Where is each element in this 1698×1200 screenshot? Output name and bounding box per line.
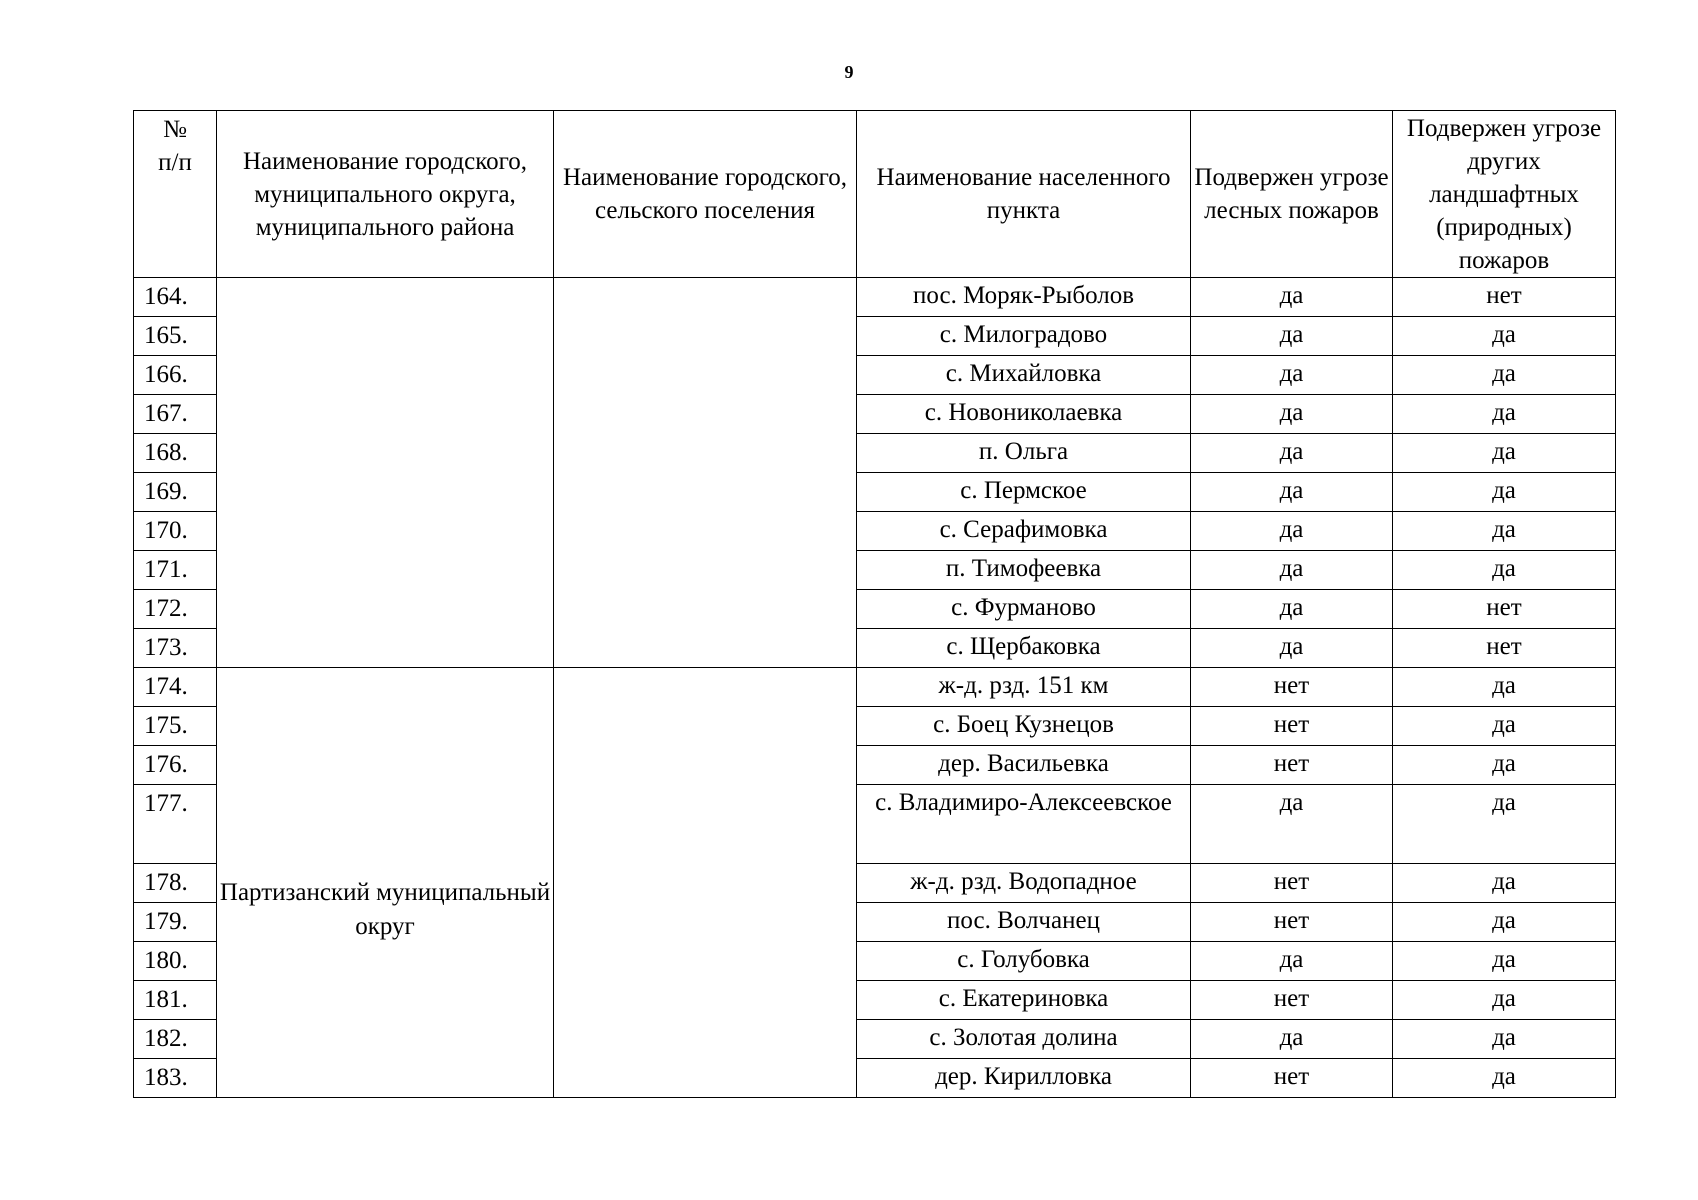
locality-name: пос. Моряк-Рыболов bbox=[857, 278, 1191, 317]
landscape-fire-risk: да bbox=[1393, 1059, 1616, 1098]
landscape-fire-risk: да bbox=[1393, 707, 1616, 746]
locality-name: с. Михайловка bbox=[857, 356, 1191, 395]
row-number: 172. bbox=[134, 590, 217, 629]
row-number: 168. bbox=[134, 434, 217, 473]
forest-fire-risk: да bbox=[1191, 434, 1393, 473]
row-number: 170. bbox=[134, 512, 217, 551]
landscape-fire-risk: да bbox=[1393, 434, 1616, 473]
district-name: Партизанский муниципальный округ bbox=[219, 879, 551, 940]
locality-name: дер. Васильевка bbox=[857, 746, 1191, 785]
forest-fire-risk: нет bbox=[1191, 746, 1393, 785]
settlements-table bbox=[133, 110, 1616, 1098]
locality-name: с. Голубовка bbox=[857, 942, 1191, 981]
forest-fire-risk: да bbox=[1191, 551, 1393, 590]
landscape-fire-risk: нет bbox=[1393, 590, 1616, 629]
district-cell bbox=[217, 278, 554, 668]
landscape-fire-risk: да bbox=[1393, 356, 1616, 395]
table-row bbox=[134, 278, 1616, 317]
forest-fire-risk: да bbox=[1191, 395, 1393, 434]
locality-name: с. Екатериновка bbox=[857, 981, 1191, 1020]
locality-name: с. Милоградово bbox=[857, 317, 1191, 356]
row-number: 164. bbox=[134, 278, 217, 317]
table-row bbox=[134, 668, 1616, 707]
forest-fire-risk: нет bbox=[1191, 707, 1393, 746]
row-number: 182. bbox=[134, 1020, 217, 1059]
row-number: 169. bbox=[134, 473, 217, 512]
locality-name: ж-д. рзд. Водопадное bbox=[857, 864, 1191, 903]
landscape-fire-risk: да bbox=[1393, 942, 1616, 981]
locality-name: с. Фурманово bbox=[857, 590, 1191, 629]
row-number: 173. bbox=[134, 629, 217, 668]
forest-fire-risk: нет bbox=[1191, 981, 1393, 1020]
row-number: 166. bbox=[134, 356, 217, 395]
header-number-label: № п/п bbox=[158, 116, 192, 176]
locality-name: с. Новониколаевка bbox=[857, 395, 1191, 434]
forest-fire-risk: да bbox=[1191, 317, 1393, 356]
row-number: 178. bbox=[134, 864, 217, 903]
forest-fire-risk: да bbox=[1191, 629, 1393, 668]
header-district: Наименование городского, муниципального округа, муниципального района bbox=[217, 111, 554, 278]
forest-fire-risk: да bbox=[1191, 942, 1393, 981]
forest-fire-risk: нет bbox=[1191, 903, 1393, 942]
locality-name: с. Золотая долина bbox=[857, 1020, 1191, 1059]
landscape-fire-risk: да bbox=[1393, 981, 1616, 1020]
forest-fire-risk: да bbox=[1191, 590, 1393, 629]
landscape-fire-risk: да bbox=[1393, 903, 1616, 942]
settlement-cell bbox=[554, 278, 857, 668]
forest-fire-risk: да bbox=[1191, 1020, 1393, 1059]
table-body bbox=[134, 278, 1616, 1098]
forest-fire-risk: нет bbox=[1191, 1059, 1393, 1098]
forest-fire-risk: да bbox=[1191, 512, 1393, 551]
forest-fire-risk: да bbox=[1191, 473, 1393, 512]
locality-name: п. Ольга bbox=[857, 434, 1191, 473]
row-number: 179. bbox=[134, 903, 217, 942]
landscape-fire-risk: да bbox=[1393, 746, 1616, 785]
row-number: 175. bbox=[134, 707, 217, 746]
locality-name: п. Тимофеевка bbox=[857, 551, 1191, 590]
row-number: 167. bbox=[134, 395, 217, 434]
header-locality: Наименование населенного пункта bbox=[857, 111, 1191, 278]
page-number: 9 bbox=[844, 62, 854, 82]
landscape-fire-risk: да bbox=[1393, 864, 1616, 903]
locality-name: с. Щербаковка bbox=[857, 629, 1191, 668]
settlement-cell bbox=[554, 668, 857, 1098]
forest-fire-risk: да bbox=[1191, 785, 1393, 864]
landscape-fire-risk: да bbox=[1393, 785, 1616, 864]
locality-name: с. Владимиро-Алексеевское bbox=[857, 785, 1191, 864]
locality-name: с. Серафимовка bbox=[857, 512, 1191, 551]
row-number: 174. bbox=[134, 668, 217, 707]
landscape-fire-risk: нет bbox=[1393, 278, 1616, 317]
locality-name: ж-д. рзд. 151 км bbox=[857, 668, 1191, 707]
locality-name: с. Пермское bbox=[857, 473, 1191, 512]
forest-fire-risk: нет bbox=[1191, 668, 1393, 707]
landscape-fire-risk: да bbox=[1393, 1020, 1616, 1059]
header-landscape-fire: Подвержен угрозе других ландшафтных (природных) пожаров bbox=[1393, 111, 1616, 278]
locality-name: дер. Кирилловка bbox=[857, 1059, 1191, 1098]
locality-name: пос. Волчанец bbox=[857, 903, 1191, 942]
locality-name: с. Боец Кузнецов bbox=[857, 707, 1191, 746]
landscape-fire-risk: да bbox=[1393, 395, 1616, 434]
landscape-fire-risk: нет bbox=[1393, 629, 1616, 668]
forest-fire-risk: да bbox=[1191, 356, 1393, 395]
landscape-fire-risk: да bbox=[1393, 473, 1616, 512]
header-settlement: Наименование городского, сельского поселения bbox=[554, 111, 857, 278]
landscape-fire-risk: да bbox=[1393, 551, 1616, 590]
row-number: 181. bbox=[134, 981, 217, 1020]
header-forest-fire: Подвержен угрозе лесных пожаров bbox=[1191, 111, 1393, 278]
header-number bbox=[134, 111, 217, 278]
landscape-fire-risk: да bbox=[1393, 668, 1616, 707]
row-number: 183. bbox=[134, 1059, 217, 1098]
row-number: 176. bbox=[134, 746, 217, 785]
landscape-fire-risk: да bbox=[1393, 512, 1616, 551]
row-number: 177. bbox=[134, 785, 217, 864]
district-cell bbox=[217, 668, 554, 1098]
row-number: 171. bbox=[134, 551, 217, 590]
row-number: 180. bbox=[134, 942, 217, 981]
forest-fire-risk: нет bbox=[1191, 864, 1393, 903]
row-number: 165. bbox=[134, 317, 217, 356]
table-header-row bbox=[134, 111, 1616, 278]
landscape-fire-risk: да bbox=[1393, 317, 1616, 356]
forest-fire-risk: да bbox=[1191, 278, 1393, 317]
